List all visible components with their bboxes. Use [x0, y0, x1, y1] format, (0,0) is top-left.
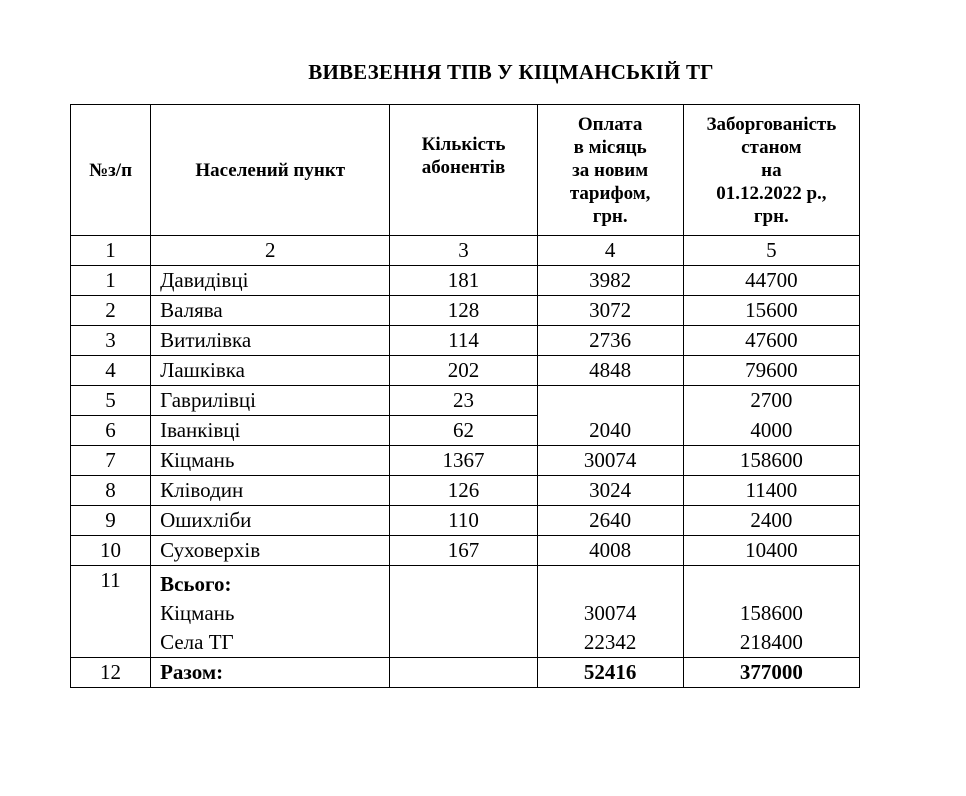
document-title: ВИВЕЗЕННЯ ТПВ У КІЦМАНСЬКІЙ ТГ: [308, 60, 714, 84]
row-debt: 2700: [683, 386, 859, 416]
total-payment: 22342: [583, 630, 637, 654]
col-number: 4: [537, 236, 683, 266]
row-payment: 3982: [537, 266, 683, 296]
total-debt: 158600: [739, 601, 803, 625]
header-row: [71, 105, 860, 236]
grand-label: Разом:: [151, 658, 390, 688]
header-debt-line: 01.12.2022 р.,: [716, 182, 827, 204]
row-subscribers: 202: [390, 356, 537, 386]
total-payments: [537, 566, 683, 658]
grand-subscribers: [390, 658, 537, 688]
row-payment: 2640: [537, 506, 683, 536]
row-num: 8: [71, 476, 151, 506]
total-num: 11: [71, 566, 151, 658]
row-subscribers: 126: [390, 476, 537, 506]
row-place: Лашківка: [151, 356, 390, 386]
header-payment-line: за новим: [572, 159, 649, 181]
row-place: Валява: [151, 296, 390, 326]
row-subscribers: 62: [390, 416, 537, 446]
table-row: [71, 386, 860, 416]
grand-total-row: [71, 658, 860, 688]
grand-num: 12: [71, 658, 151, 688]
row-subscribers: 167: [390, 536, 537, 566]
col-number: 3: [390, 236, 537, 266]
row-num: 5: [71, 386, 151, 416]
total-spacer: [684, 570, 859, 599]
row-debt: 15600: [683, 296, 859, 326]
row-num: 1: [71, 266, 151, 296]
header-debt-line: станом: [741, 136, 802, 158]
table-row: [71, 356, 860, 386]
row-place: Іванківці: [151, 416, 390, 446]
table-row: [71, 296, 860, 326]
table-row: [71, 266, 860, 296]
row-subscribers: 23: [390, 386, 537, 416]
total-payment: 30074: [583, 601, 637, 625]
row-num: 3: [71, 326, 151, 356]
row-debt: 158600: [683, 446, 859, 476]
row-place: Суховерхів: [151, 536, 390, 566]
header-debt-line: на: [761, 159, 782, 181]
row-subscribers: 1367: [390, 446, 537, 476]
grand-payment: 52416: [537, 658, 683, 688]
col-number: 5: [683, 236, 859, 266]
row-subscribers: 128: [390, 296, 537, 326]
row-place: Кліводин: [151, 476, 390, 506]
row-place: Гаврилівці: [151, 386, 390, 416]
grand-debt: 377000: [683, 658, 859, 688]
row-payment: 4008: [537, 536, 683, 566]
merged-payment: 2040: [537, 386, 683, 446]
row-num: 7: [71, 446, 151, 476]
header-debt-line: Заборгованість: [706, 113, 837, 135]
total-place: Села ТГ: [160, 630, 234, 654]
header-num: №з/п: [71, 105, 151, 236]
row-num: 2: [71, 296, 151, 326]
table-row: [71, 536, 860, 566]
header-debt: [683, 105, 859, 236]
total-label: Всього:: [160, 572, 232, 596]
column-number-row: [71, 236, 860, 266]
row-payment: 3072: [537, 296, 683, 326]
row-debt: 2400: [683, 506, 859, 536]
total-debts: [683, 566, 859, 658]
row-num: 4: [71, 356, 151, 386]
row-place: Ошихліби: [151, 506, 390, 536]
table-row: [71, 416, 860, 446]
table-row: [71, 326, 860, 356]
row-payment: 30074: [537, 446, 683, 476]
total-place: Кіцмань: [160, 601, 235, 625]
row-payment: 2736: [537, 326, 683, 356]
table-row: [71, 506, 860, 536]
total-subscribers: [390, 566, 537, 658]
row-debt: 10400: [683, 536, 859, 566]
header-place: Населений пункт: [151, 105, 390, 236]
total-debt: 218400: [739, 630, 803, 654]
table-row: [71, 476, 860, 506]
total-row: [71, 566, 860, 658]
col-number: 1: [71, 236, 151, 266]
header-payment-line: тарифом,: [569, 182, 651, 204]
header-payment-line: грн.: [592, 205, 628, 227]
header-subscribers: [390, 105, 537, 236]
header-payment-line: в місяць: [573, 136, 647, 158]
row-payment: 3024: [537, 476, 683, 506]
row-debt: 47600: [683, 326, 859, 356]
row-debt: 44700: [683, 266, 859, 296]
header-payment: [537, 105, 683, 236]
row-subscribers: 181: [390, 266, 537, 296]
header-debt-line: грн.: [753, 205, 789, 227]
data-table: [70, 104, 860, 688]
row-debt: 4000: [683, 416, 859, 446]
row-num: 9: [71, 506, 151, 536]
header-subscribers-line: абонентів: [421, 157, 506, 178]
row-debt: 79600: [683, 356, 859, 386]
row-place: Кіцмань: [151, 446, 390, 476]
total-places: [151, 566, 390, 658]
row-num: 10: [71, 536, 151, 566]
row-payment: 4848: [537, 356, 683, 386]
row-place: Давидівці: [151, 266, 390, 296]
row-place: Витилівка: [151, 326, 390, 356]
row-subscribers: 114: [390, 326, 537, 356]
col-number: 2: [151, 236, 390, 266]
row-num: 6: [71, 416, 151, 446]
row-subscribers: 110: [390, 506, 537, 536]
row-debt: 11400: [683, 476, 859, 506]
header-subscribers-line: Кількість: [421, 134, 506, 155]
table-row: [71, 446, 860, 476]
total-spacer: [538, 570, 683, 599]
header-payment-line: Оплата: [577, 113, 643, 135]
